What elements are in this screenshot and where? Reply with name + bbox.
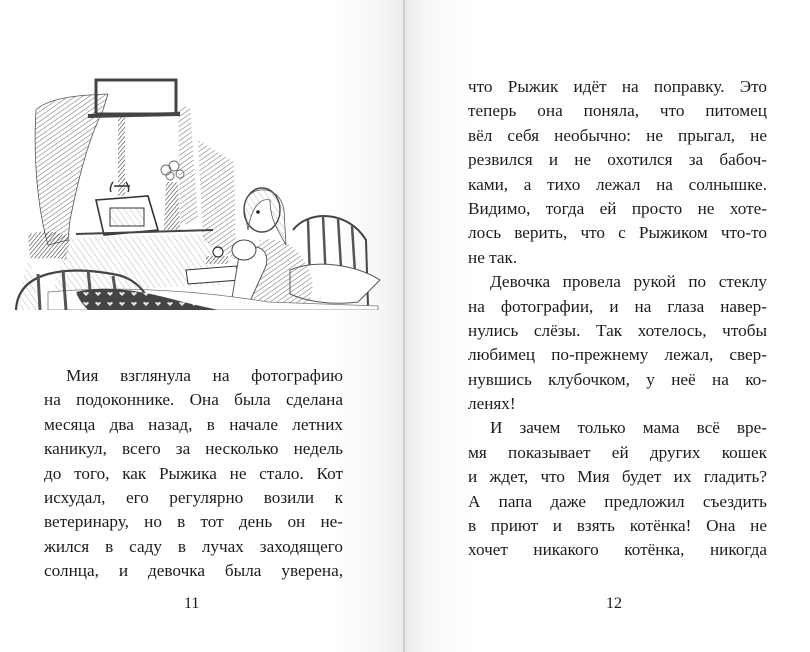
text-line: на подоконнике. Она была сделана: [44, 390, 343, 410]
text-line: ветеринару, но в тот день он не-: [44, 512, 343, 532]
text-line: Видимо, тогда ей просто не хоте-: [468, 198, 767, 218]
text-line: А папа даже предложил съездить: [468, 491, 767, 511]
text-line: солнца, и девочка была уверена,: [44, 561, 343, 581]
text-line: каникул, всего за несколько недель: [44, 439, 343, 459]
left-page: [0, 0, 404, 652]
text-line: исхудал, его регулярно возили к: [44, 487, 343, 507]
right-page: [405, 0, 810, 652]
left-page-text: [44, 364, 343, 584]
text-line: до того, как Рыжика не стало. Кот: [44, 463, 343, 483]
text-line: Мия взглянула на фотографию: [66, 366, 343, 385]
text-line: ками, а тихо лежал на солнышке.: [468, 174, 767, 194]
page-number-left: 11: [184, 595, 200, 612]
text-line: и ждет, что Мия будет их гладить?: [468, 467, 767, 487]
text-line: жился в саду в лучах заходящего: [44, 536, 343, 556]
text-line: в приют и взять котёнка! Она не: [468, 516, 767, 536]
text-line: лось верить, что с Рыжиком что-то: [468, 223, 767, 243]
text-line: И зачем только мама всё вре-: [490, 418, 767, 438]
pencil-illustration: [8, 70, 383, 310]
text-line: на фотографии, и на глаза навер-: [468, 296, 767, 316]
text-line: не так.: [468, 247, 518, 267]
text-line: что Рыжик идёт на поправку. Это: [468, 77, 767, 96]
text-line: любимец по-прежнему лежал, свер-: [468, 345, 767, 365]
text-line: мя показывает ей других кошек: [468, 442, 767, 462]
text-line: хочет никакого котёнка, никогда: [468, 540, 767, 560]
right-page-text: [468, 75, 767, 563]
text-line: нувшись клубочком, у неё на ко-: [468, 369, 767, 389]
page-number-right: 12: [606, 595, 622, 612]
text-line: нулись слёзы. Так хотелось, чтобы: [468, 320, 767, 340]
text-line: ленях!: [468, 394, 516, 414]
text-line: теперь она поняла, что питомец: [468, 101, 767, 121]
text-line: Девочка провела рукой по стеклу: [490, 272, 767, 292]
text-line: резвился и не охотился за бабоч-: [468, 150, 767, 170]
text-line: вёл себя необычно: не прыгал, не: [468, 125, 767, 145]
text-line: месяца два назад, в начале летних: [44, 414, 343, 434]
